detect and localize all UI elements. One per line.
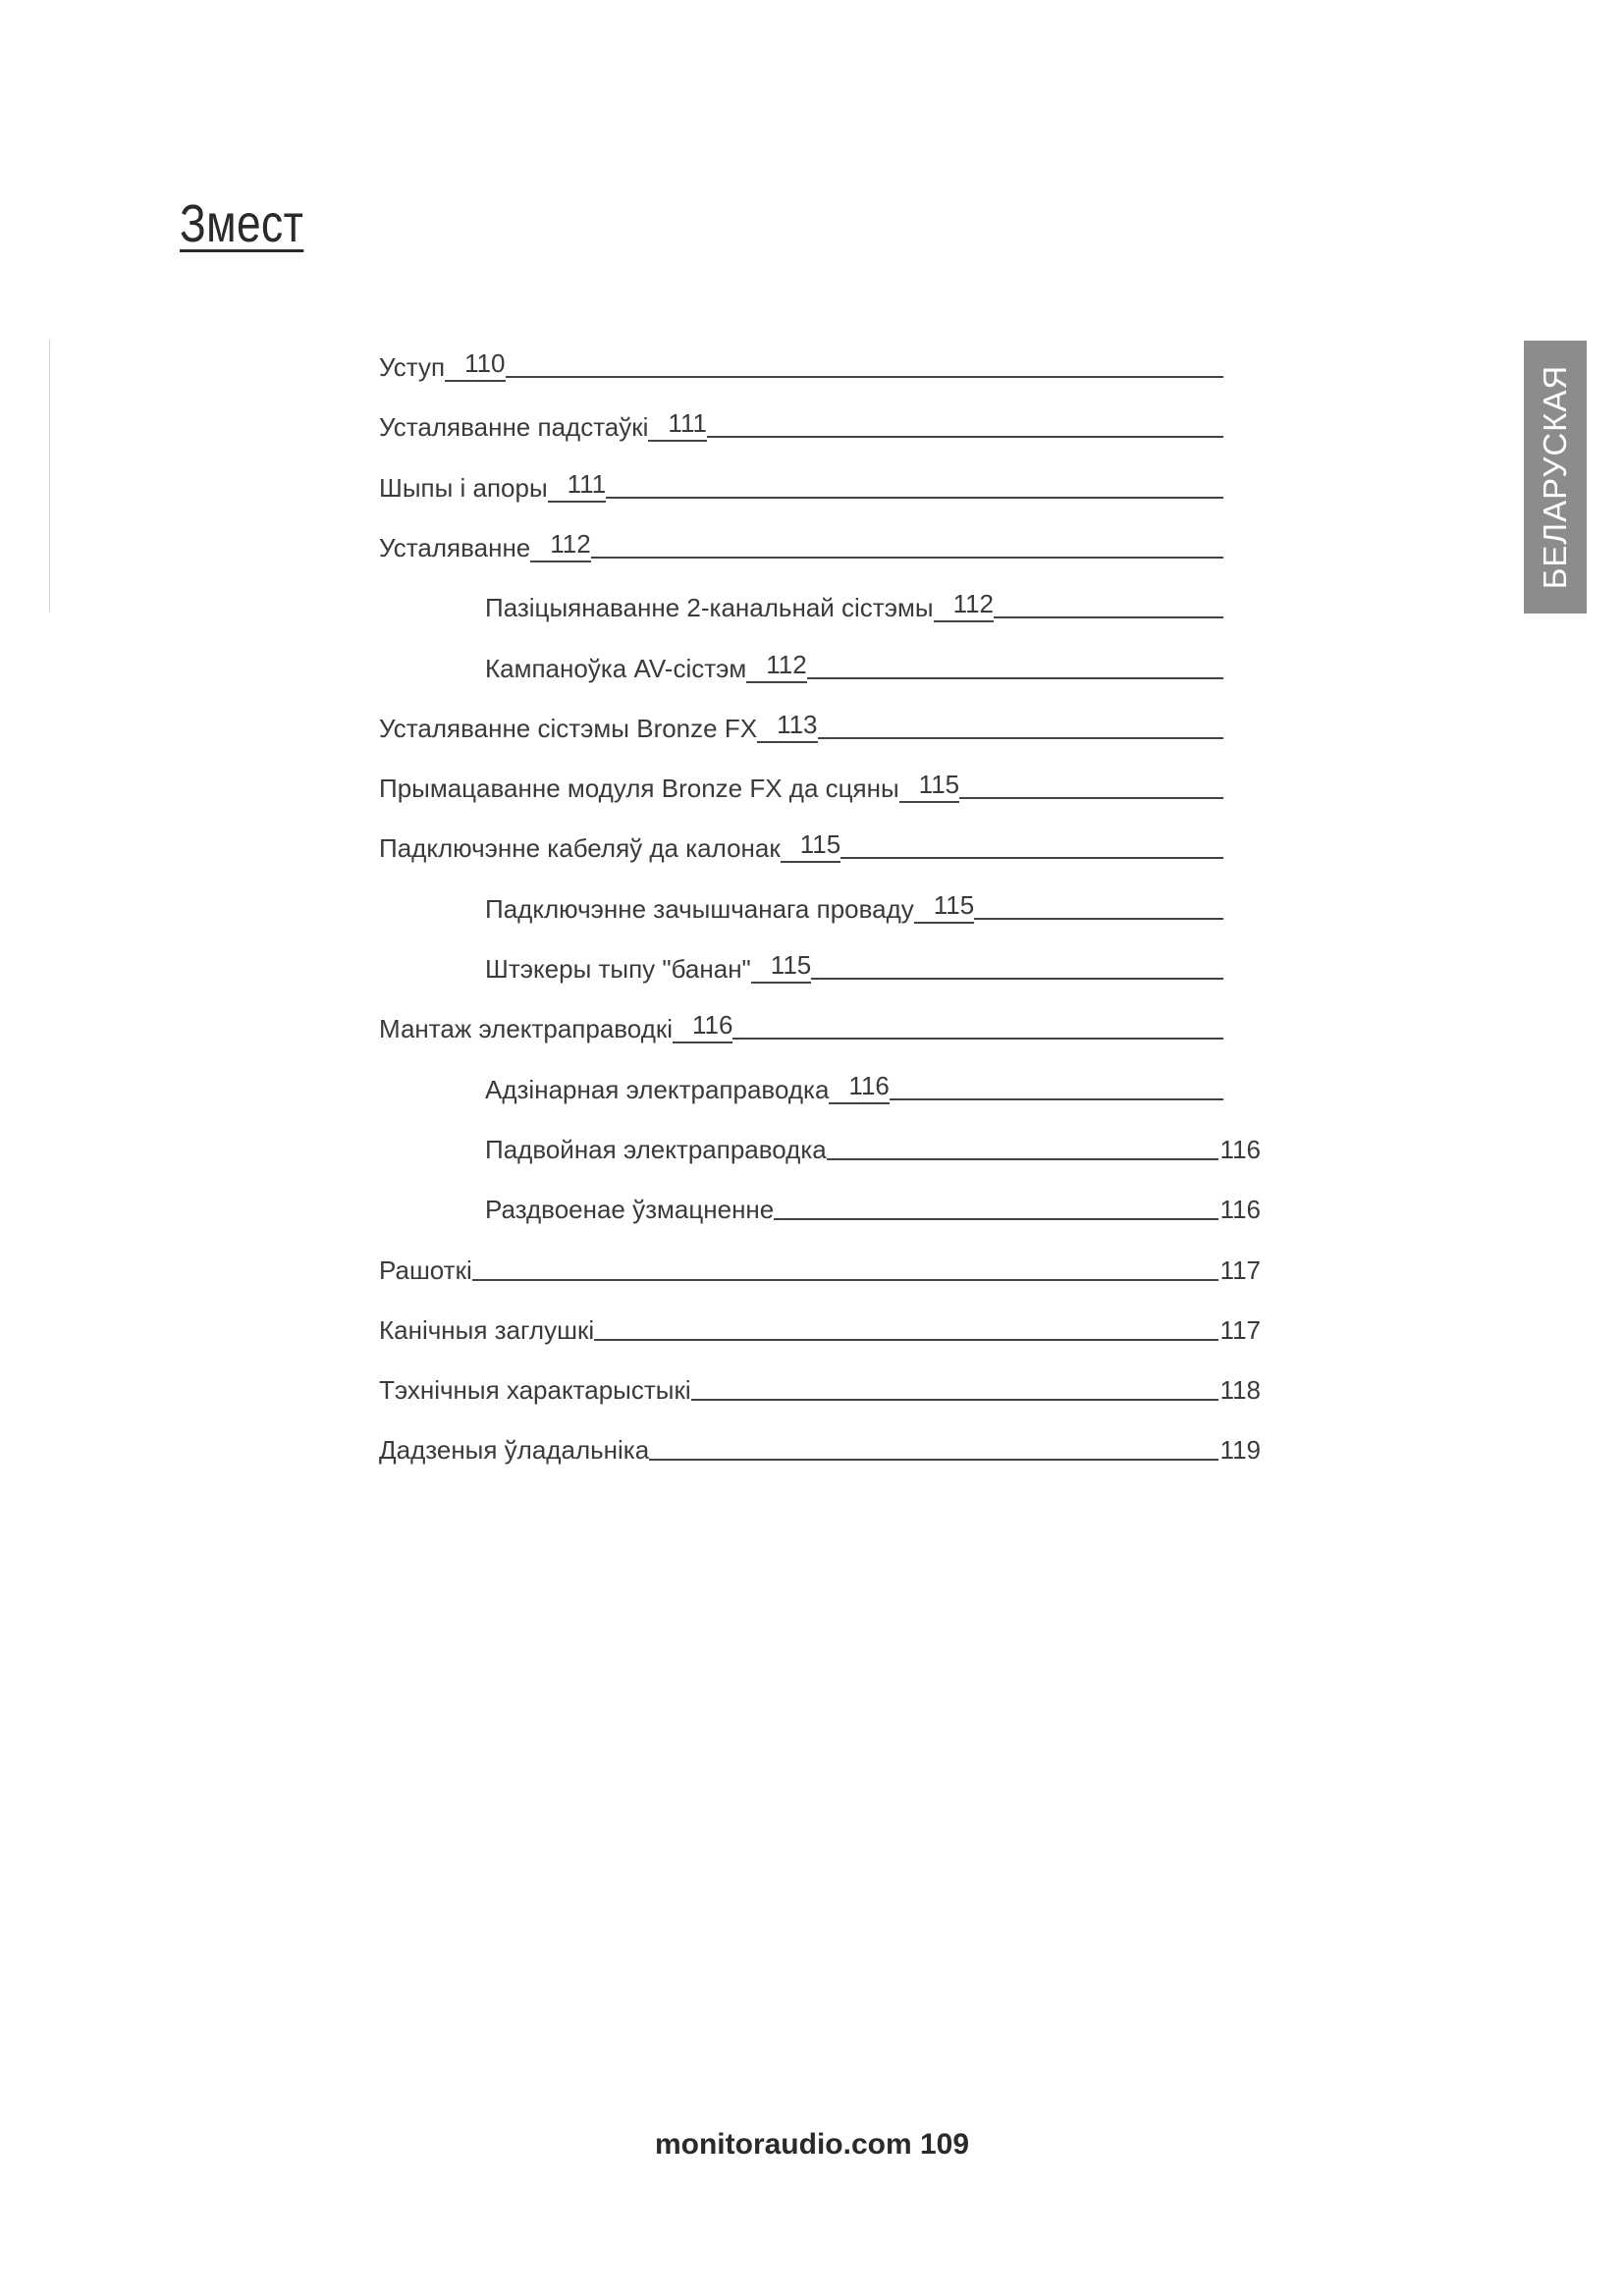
toc-entry-page: 116 xyxy=(1219,1195,1261,1224)
toc-leader-line xyxy=(974,918,1223,920)
toc-entry-page: 117 xyxy=(1219,1315,1261,1345)
toc-entry-page: 110 xyxy=(445,348,505,382)
toc-leader-line xyxy=(959,797,1223,799)
toc-entry-title: Мантаж электраправодкі xyxy=(379,1014,674,1043)
toc-entry-page: 112 xyxy=(934,589,994,622)
toc-entry-page: 113 xyxy=(757,710,817,743)
toc-entry-title: Шыпы і апоры xyxy=(379,473,548,503)
toc-leader-line xyxy=(506,376,1223,378)
toc-entry-title: Прымацаванне модуля Bronze FX да сцяны xyxy=(379,774,899,803)
toc-entry[interactable] xyxy=(485,890,1223,924)
toc-entry-page: 115 xyxy=(751,950,811,984)
toc-entry-title: Адзінарная электраправодка xyxy=(485,1075,830,1104)
toc-entry-page: 115 xyxy=(899,770,959,803)
toc-entry[interactable] xyxy=(379,529,1223,562)
toc-entry-page: 112 xyxy=(746,650,806,683)
toc-leader-line xyxy=(774,1218,1218,1220)
toc-entry-title: Раздвоенае ўзмацненне xyxy=(485,1195,775,1224)
toc-entry-page: 118 xyxy=(1219,1375,1261,1405)
toc-leader-line xyxy=(732,1038,1223,1040)
toc-entry-title: Рашоткі xyxy=(379,1255,472,1285)
toc-leader-line xyxy=(840,857,1223,859)
toc-entry-title: Усталяванне падстаўкі xyxy=(379,412,649,442)
toc-leader-line xyxy=(994,616,1223,618)
toc-entry-title: Тэхнічныя характарыстыкі xyxy=(379,1375,691,1405)
toc-entry-title: Падвойная электраправодка xyxy=(485,1135,827,1164)
toc-entry-title: Падключэнне кабеляў да калонак xyxy=(379,833,781,863)
toc-entry-title: Штэкеры тыпу "банан" xyxy=(485,954,751,984)
toc-entry[interactable] xyxy=(379,1252,1261,1285)
toc-entry-page: 119 xyxy=(1219,1435,1261,1465)
toc-entry-title: Канічныя заглушкі xyxy=(379,1315,595,1345)
toc-leader-line xyxy=(818,737,1223,739)
toc-entry[interactable] xyxy=(379,710,1223,743)
toc-leader-line xyxy=(606,497,1223,499)
toc-leader-line xyxy=(691,1399,1218,1401)
toc-entry-page: 117 xyxy=(1219,1255,1261,1285)
toc-leader-line xyxy=(827,1158,1218,1160)
toc-entry[interactable] xyxy=(379,469,1223,503)
toc-entry-page: 115 xyxy=(914,890,974,924)
toc-leader-line xyxy=(707,436,1223,438)
toc-leader-line xyxy=(811,978,1223,980)
toc-entry-title: Уступ xyxy=(379,352,446,382)
toc-leader-line xyxy=(472,1279,1218,1281)
page-title: Змест xyxy=(180,194,304,253)
toc-entry[interactable] xyxy=(485,589,1223,622)
toc-entry-title: Дадзеныя ўладальніка xyxy=(379,1435,650,1465)
toc-entry[interactable] xyxy=(485,650,1223,683)
toc-entry[interactable] xyxy=(379,770,1223,803)
toc-entry[interactable] xyxy=(379,348,1223,382)
toc-entry-title: Падключэнне зачышчанага проваду xyxy=(485,894,914,924)
toc-leader-line xyxy=(591,557,1223,559)
toc-entry[interactable] xyxy=(379,1010,1223,1043)
toc-entry-page: 116 xyxy=(1219,1135,1261,1164)
toc-entry-page: 116 xyxy=(673,1010,732,1043)
toc-entry-title: Усталяванне xyxy=(379,533,531,562)
language-tab-label: БЕЛАРУСКАЯ xyxy=(1537,364,1573,590)
toc-entry[interactable] xyxy=(485,1071,1223,1104)
toc-entry[interactable] xyxy=(379,1311,1261,1345)
toc-entry[interactable] xyxy=(379,1431,1261,1465)
toc-entry-title: Усталяванне сістэмы Bronze FX xyxy=(379,714,758,743)
toc-entry-page: 111 xyxy=(548,469,607,503)
toc-entry[interactable] xyxy=(379,829,1223,863)
toc-leader-line xyxy=(594,1339,1218,1341)
page-footer: monitoraudio.com 109 xyxy=(654,2128,970,2161)
toc-entry[interactable] xyxy=(485,1131,1261,1164)
toc-leader-line xyxy=(807,677,1223,679)
toc-entry-page: 115 xyxy=(781,829,840,863)
toc-entry[interactable] xyxy=(379,408,1223,442)
toc-entry-page: 116 xyxy=(829,1071,889,1104)
toc-entry[interactable] xyxy=(379,1371,1261,1405)
toc-entry-page: 112 xyxy=(530,529,590,562)
toc-entry-page: 111 xyxy=(648,408,707,442)
toc-leader-line xyxy=(649,1459,1218,1461)
toc-entry[interactable] xyxy=(485,1191,1261,1224)
toc-entry-title: Кампаноўка AV-сістэм xyxy=(485,654,747,683)
toc-entry-title: Пазіцыянаванне 2-канальнай сістэмы xyxy=(485,593,934,622)
toc-entry[interactable] xyxy=(485,950,1223,984)
toc-leader-line xyxy=(890,1098,1223,1100)
